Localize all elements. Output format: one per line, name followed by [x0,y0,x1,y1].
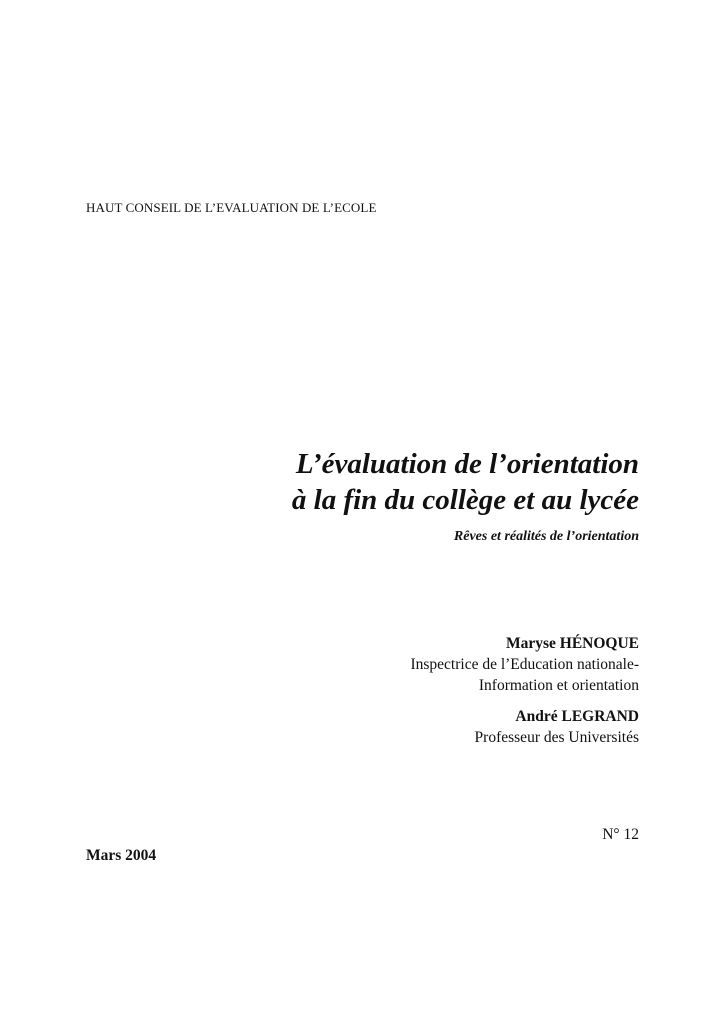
author-role: Inspectrice de l’Education nationale- [410,656,639,673]
author-henoque [410,633,639,696]
title-block [292,446,639,545]
institution-name: HAUT CONSEIL DE L’EVALUATION DE L’ECOLE [86,200,377,215]
author-name: Maryse HÉNOQUE [505,635,639,652]
author-name: André LEGRAND [515,708,639,725]
publication-date: Mars 2004 [86,847,157,864]
title-line-1: L’évaluation de l’orientation [295,448,639,480]
author-role: Information et orientation [478,677,639,694]
issue-number: N° 12 [602,826,639,843]
authors-block [410,633,639,758]
subtitle: Rêves et réalités de l’orientation [453,529,639,544]
title-line-2: à la fin du collège et au lycée [291,484,639,516]
author-legrand [410,706,639,748]
author-role: Professeur des Universités [474,729,639,746]
